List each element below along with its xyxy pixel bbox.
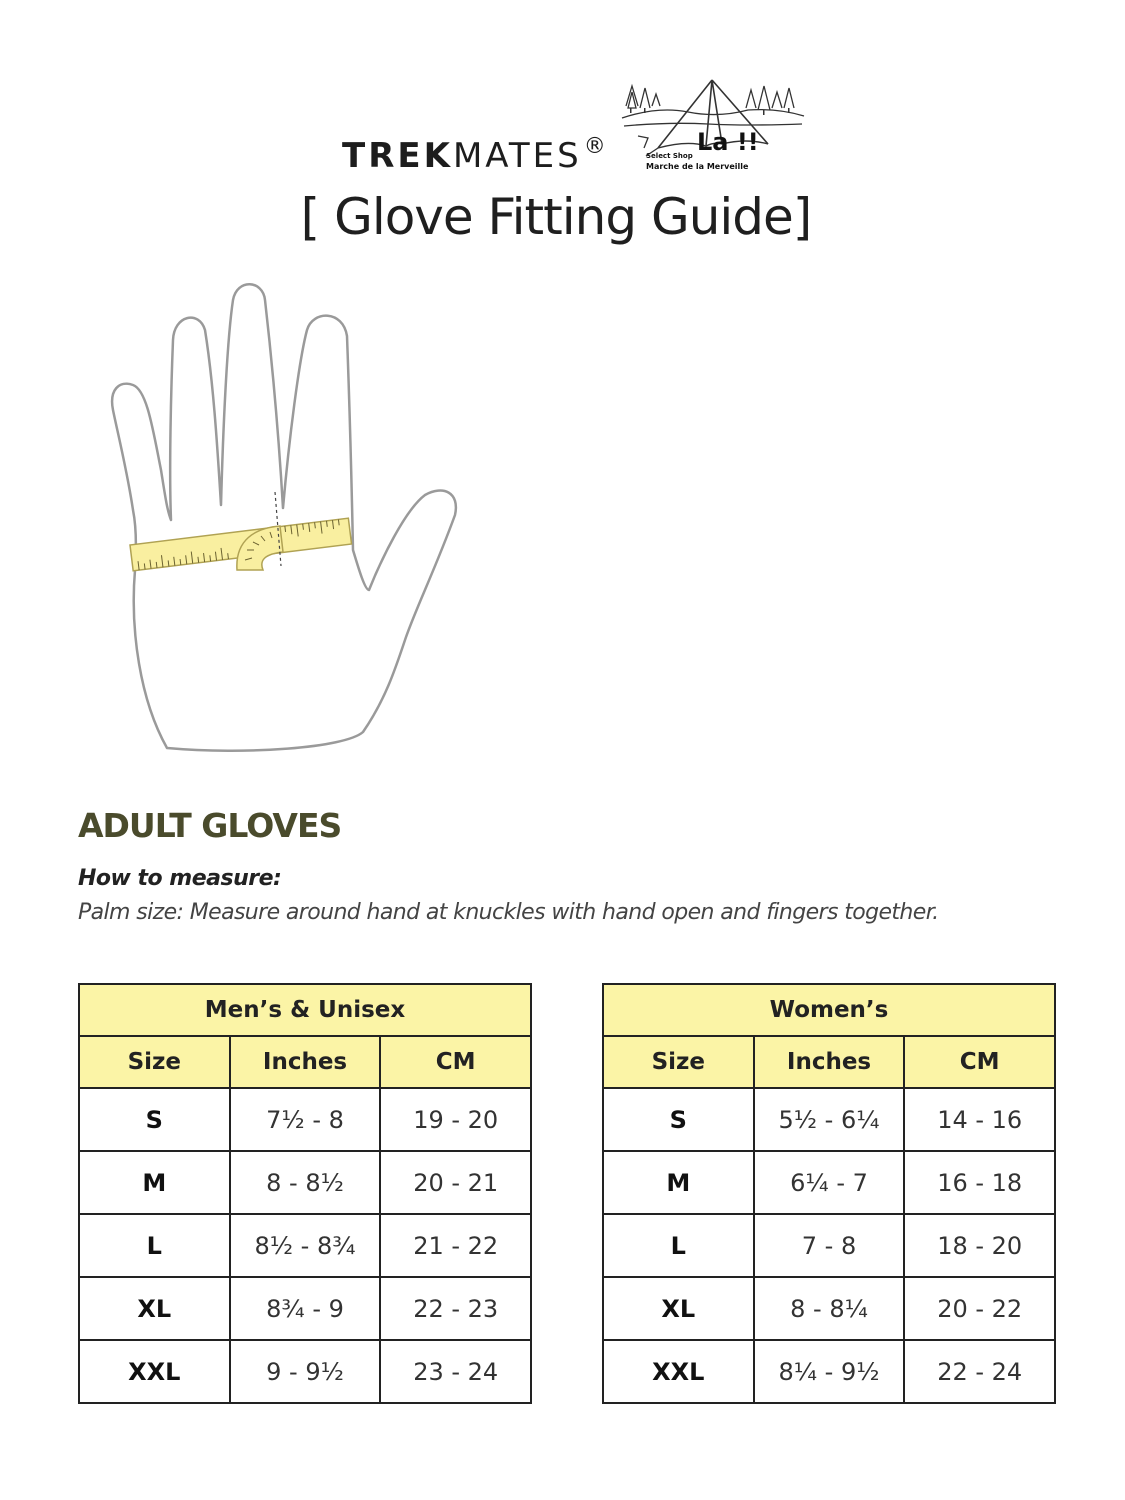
- size-cell: XXL: [79, 1340, 230, 1403]
- table-row: [603, 1214, 1055, 1277]
- inches-cell: 8¼ - 9½: [754, 1340, 905, 1403]
- table-row: [79, 1151, 531, 1214]
- inches-cell: 8 - 8½: [230, 1151, 381, 1214]
- cm-cell: 14 - 16: [904, 1088, 1055, 1151]
- howto-heading: How to measure:: [78, 866, 282, 891]
- table-title: Women’s: [603, 984, 1055, 1036]
- section-title: ADULT GLOVES: [78, 806, 342, 845]
- cm-cell: 19 - 20: [380, 1088, 531, 1151]
- womens-size-table: [602, 983, 1056, 1404]
- size-cell: S: [603, 1088, 754, 1151]
- inches-cell: 8½ - 8¾: [230, 1214, 381, 1277]
- table-row: [603, 1151, 1055, 1214]
- size-cell: L: [603, 1214, 754, 1277]
- inches-cell: 8 - 8¼: [754, 1277, 905, 1340]
- inches-cell: 9 - 9½: [230, 1340, 381, 1403]
- brand-name-regular: MATES: [452, 136, 582, 176]
- inches-cell: 7 - 8: [754, 1214, 905, 1277]
- table-row: [603, 1340, 1055, 1403]
- table-row: [79, 1088, 531, 1151]
- table-title: Men’s & Unisex: [79, 984, 531, 1036]
- table-row: [79, 1340, 531, 1403]
- howto-text: Palm size: Measure around hand at knuckles with hand open and fingers together.: [78, 900, 939, 925]
- brand-wordmark: [342, 136, 609, 176]
- mens-size-table: [78, 983, 532, 1404]
- cm-cell: 18 - 20: [904, 1214, 1055, 1277]
- size-cell: XL: [79, 1277, 230, 1340]
- table-row: [79, 1277, 531, 1340]
- cm-cell: 22 - 23: [380, 1277, 531, 1340]
- size-cell: XXL: [603, 1340, 754, 1403]
- column-header: CM: [904, 1036, 1055, 1088]
- partner-logo-subtext-2: Marche de la Merveille: [646, 162, 749, 171]
- table-row: [603, 1277, 1055, 1340]
- size-cell: M: [79, 1151, 230, 1214]
- column-header: Size: [603, 1036, 754, 1088]
- inches-cell: 5½ - 6¼: [754, 1088, 905, 1151]
- cm-cell: 20 - 22: [904, 1277, 1055, 1340]
- size-cell: M: [603, 1151, 754, 1214]
- size-cell: XL: [603, 1277, 754, 1340]
- inches-cell: 7½ - 8: [230, 1088, 381, 1151]
- column-header: Inches: [754, 1036, 905, 1088]
- page-title: [ Glove Fitting Guide]: [300, 188, 812, 246]
- cm-cell: 16 - 18: [904, 1151, 1055, 1214]
- registered-mark: ®: [583, 134, 609, 159]
- cm-cell: 22 - 24: [904, 1340, 1055, 1403]
- column-header: Inches: [230, 1036, 381, 1088]
- column-header: Size: [79, 1036, 230, 1088]
- partner-logo: [618, 78, 808, 173]
- cm-cell: 23 - 24: [380, 1340, 531, 1403]
- inches-cell: 6¼ - 7: [754, 1151, 905, 1214]
- cm-cell: 20 - 21: [380, 1151, 531, 1214]
- column-header: CM: [380, 1036, 531, 1088]
- brand-name-bold: TREK: [342, 136, 453, 176]
- partner-logo-subtext: Select Shop: [646, 152, 693, 160]
- table-row: [603, 1088, 1055, 1151]
- brand-header: [0, 78, 1125, 178]
- hand-measure-icon: [95, 270, 475, 760]
- hand-illustration: [95, 270, 475, 760]
- size-cell: S: [79, 1088, 230, 1151]
- table-row: [79, 1214, 531, 1277]
- inches-cell: 8¾ - 9: [230, 1277, 381, 1340]
- size-cell: L: [79, 1214, 230, 1277]
- partner-logo-text: La !!: [697, 128, 759, 156]
- cm-cell: 21 - 22: [380, 1214, 531, 1277]
